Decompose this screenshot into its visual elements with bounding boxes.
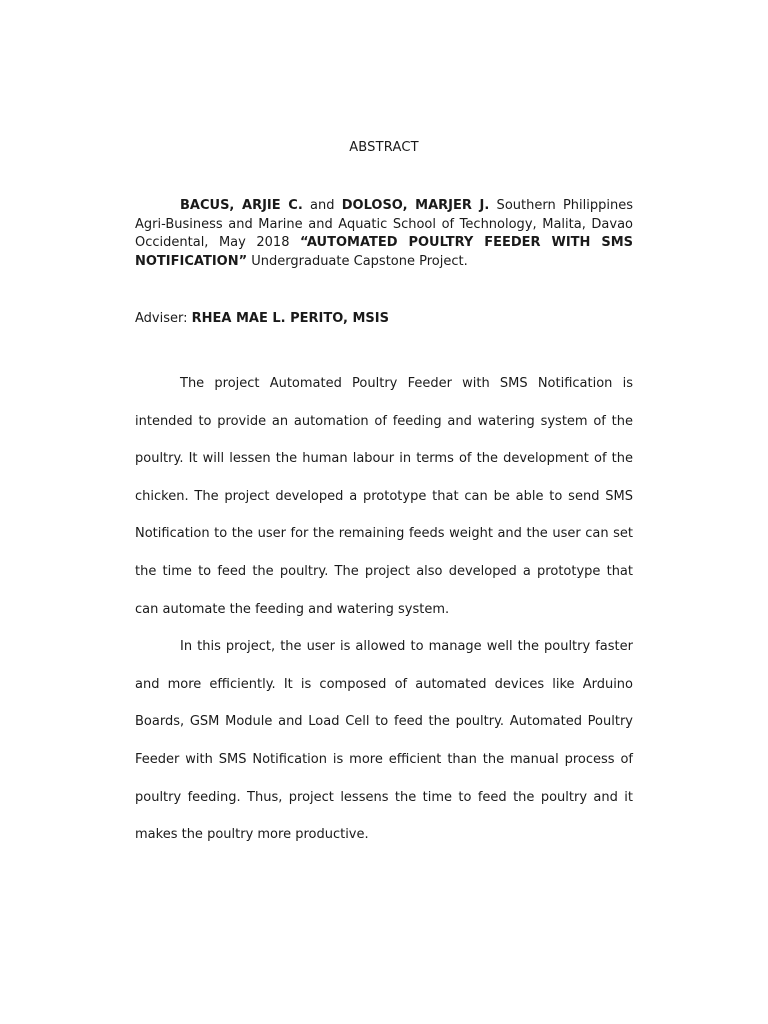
adviser-line (135, 310, 389, 328)
author-conjunction: and (302, 198, 342, 213)
abstract-body (135, 365, 633, 854)
project-type: Undergraduate Capstone Project. (247, 253, 468, 269)
abstract-paragraph-1: The project Automated Poultry Feeder with SMS Notification is intended to provide an automation of feeding and watering system of the poultry. It will lessen the human labour in terms of the development of the chicken. The project developed a prototype that can be able to send SMS Notification to the user for the remaining feeds weight and the user can set the time to feed the poultry. The project also developed a prototype that can automate the feeding and watering system. (135, 376, 633, 617)
author-2: DOLOSO, MARJER J. (341, 198, 490, 213)
project-title: “AUTOMATED POULTRY FEEDER WITH SMS NOTIFICATION” (135, 235, 633, 269)
adviser-name: RHEA MAE L. PERITO, MSIS (191, 311, 389, 326)
adviser-label: Adviser: (135, 311, 192, 326)
institution-text: Southern Philippines Agri-Business and Marine and Aquatic School of Technology, Malita, Davao Occidental, May 2018 (135, 198, 633, 250)
author-1: BACUS, ARJIE C. (180, 198, 303, 213)
abstract-paragraph-2: In this project, the user is allowed to manage well the poultry faster and more efficiently. It is composed of automated devices like Arduino Boards, GSM Module and Load Cell to feed the poultry. Automated Poultry Feeder with SMS Notification is more efficient than the manual process of poultry feeding. Thus, project lessens the time to feed the poultry and it makes the poultry more productive. (135, 639, 633, 843)
abstract-heading: ABSTRACT (349, 140, 419, 155)
citation-paragraph (135, 197, 633, 271)
